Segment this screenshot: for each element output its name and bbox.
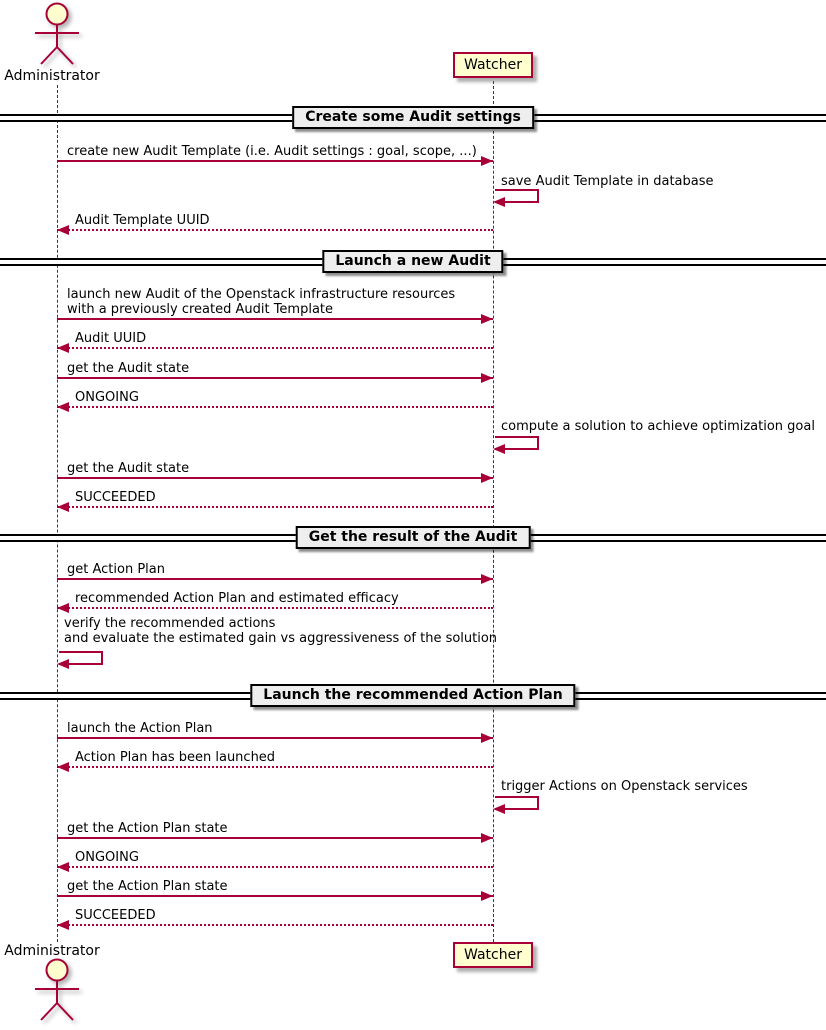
message-9-label: SUCCEEDED [75, 490, 156, 505]
message-17-arrow [57, 866, 493, 868]
arrowhead-right-icon [481, 833, 493, 843]
message-16-arrow [57, 837, 493, 839]
arrowhead-right-icon [481, 156, 493, 166]
message-2-label: Audit Template UUID [75, 213, 210, 228]
message-9-arrow [57, 506, 493, 508]
participant-watcher-bottom: Watcher [453, 942, 533, 968]
arrowhead-right-icon [481, 314, 493, 324]
arrowhead-right-icon [481, 473, 493, 483]
message-19-arrow [57, 924, 493, 926]
arrowhead-left-icon [493, 444, 505, 454]
arrowhead-right-icon [481, 373, 493, 383]
divider-create-audit-settings [0, 106, 826, 129]
message-16-label: get the Action Plan state [67, 821, 228, 836]
message-11-label: recommended Action Plan and estimated efficacy [75, 591, 399, 606]
message-15-label: trigger Actions on Openstack services [501, 779, 748, 794]
arrowhead-left-icon [57, 225, 69, 235]
arrowhead-left-icon [57, 659, 69, 669]
arrowhead-right-icon [481, 574, 493, 584]
arrowhead-left-icon [57, 920, 69, 930]
message-8-label: get the Audit state [67, 461, 190, 476]
message-1-label: save Audit Template in database [501, 174, 714, 189]
message-12-self-loop [59, 651, 103, 665]
actor-icon [31, 2, 83, 66]
message-17-label: ONGOING [75, 850, 139, 865]
actor-icon [31, 958, 83, 1022]
arrowhead-left-icon [57, 502, 69, 512]
divider-title: Launch the recommended Action Plan [250, 684, 575, 707]
arrowhead-left-icon [57, 862, 69, 872]
message-11-arrow [57, 607, 493, 609]
divider-title: Get the result of the Audit [296, 526, 531, 549]
message-10-label: get Action Plan [67, 562, 165, 577]
message-7-self-loop [495, 436, 539, 450]
message-6-arrow [57, 406, 493, 408]
participant-watcher-top: Watcher [453, 52, 533, 78]
arrowhead-right-icon [481, 733, 493, 743]
message-3-label: launch new Audit of the Openstack infrastructure resources [67, 287, 456, 302]
arrowhead-left-icon [493, 804, 505, 814]
message-1-self-loop [495, 189, 539, 203]
actor-administrator-bottom [31, 958, 83, 1026]
arrowhead-left-icon [57, 343, 69, 353]
message-5-arrow [57, 377, 493, 379]
divider-launch-action-plan [0, 684, 826, 707]
message-14-label: Action Plan has been launched [75, 750, 276, 765]
message-4-arrow [57, 347, 493, 349]
actor-administrator-top [31, 2, 83, 70]
message-8-arrow [57, 477, 493, 479]
message-15-self-loop [495, 796, 539, 810]
arrowhead-left-icon [57, 762, 69, 772]
message-3-arrow [57, 318, 493, 320]
message-13-label: launch the Action Plan [67, 721, 213, 736]
actor-label-administrator-bottom: Administrator [4, 943, 100, 959]
divider-title: Create some Audit settings [292, 106, 534, 129]
message-10-arrow [57, 578, 493, 580]
message-12-label2: and evaluate the estimated gain vs aggressiveness of the solution [64, 631, 498, 646]
divider-title: Launch a new Audit [322, 250, 503, 273]
actor-label-administrator-top: Administrator [4, 68, 100, 84]
message-12-label: verify the recommended actions [64, 616, 276, 631]
message-7-label: compute a solution to achieve optimization goal [501, 419, 815, 434]
arrowhead-left-icon [493, 197, 505, 207]
message-18-label: get the Action Plan state [67, 879, 228, 894]
message-19-label: SUCCEEDED [75, 908, 156, 923]
arrowhead-left-icon [57, 402, 69, 412]
arrowhead-left-icon [57, 603, 69, 613]
message-2-arrow [57, 229, 493, 231]
arrowhead-right-icon [481, 891, 493, 901]
message-18-arrow [57, 895, 493, 897]
message-0-arrow [57, 160, 493, 162]
message-0-label: create new Audit Template (i.e. Audit settings : goal, scope, ...) [67, 144, 477, 159]
divider-get-result-audit [0, 526, 826, 549]
lifeline-administrator [57, 85, 58, 942]
divider-launch-new-audit [0, 250, 826, 273]
message-13-arrow [57, 737, 493, 739]
message-4-label: Audit UUID [75, 331, 147, 346]
message-5-label: get the Audit state [67, 361, 190, 376]
message-14-arrow [57, 766, 493, 768]
message-6-label: ONGOING [75, 390, 139, 405]
message-3-label2: with a previously created Audit Template [67, 302, 334, 317]
